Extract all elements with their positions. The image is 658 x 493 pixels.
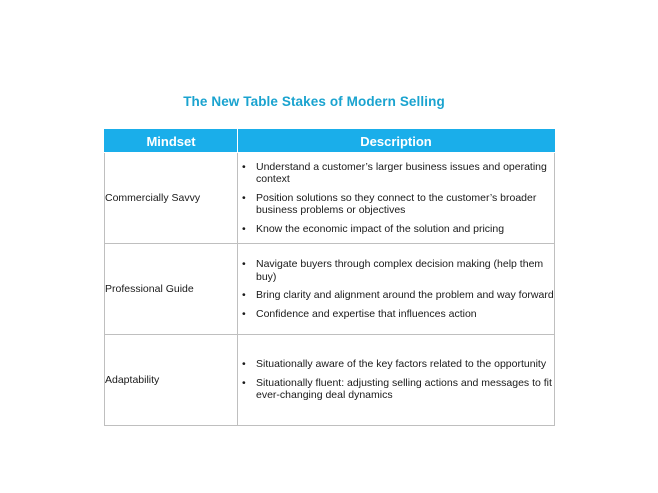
table-header-row <box>105 130 555 153</box>
list-item <box>238 161 554 186</box>
bullet-glyph: • <box>242 191 246 204</box>
bullet-text: Know the economic impact of the solution and pricing <box>256 222 505 235</box>
table-row <box>105 153 555 244</box>
description-cell <box>238 153 555 244</box>
bullet-glyph: • <box>242 307 246 320</box>
table-row <box>105 244 555 335</box>
list-item <box>238 308 554 321</box>
description-cell <box>238 335 555 426</box>
bullet-list <box>238 258 554 320</box>
page-title: The New Table Stakes of Modern Selling <box>183 94 445 109</box>
bullet-text: Position solutions so they connect to the customer’s broader business problems or objectives <box>256 191 537 217</box>
list-item <box>238 192 554 217</box>
bullet-list <box>238 161 554 236</box>
mindset-cell: Professional Guide <box>105 244 238 335</box>
table-stakes-table <box>104 129 555 426</box>
header-description: Description <box>238 130 555 153</box>
list-item <box>238 377 554 402</box>
bullet-text: Confidence and expertise that influences action <box>256 307 477 320</box>
bullet-glyph: • <box>242 160 246 173</box>
bullet-glyph: • <box>242 358 246 371</box>
bullet-list <box>238 358 554 402</box>
bullet-glyph: • <box>242 289 246 301</box>
list-item <box>238 289 554 302</box>
table-row <box>105 335 555 426</box>
header-mindset: Mindset <box>105 130 238 153</box>
mindset-cell: Adaptability <box>105 335 238 426</box>
bullet-glyph: • <box>242 222 246 235</box>
bullet-glyph: • <box>242 376 246 389</box>
mindset-cell: Commercially Savvy <box>105 153 238 244</box>
list-item <box>238 258 554 283</box>
bullet-glyph: • <box>242 258 246 270</box>
bullet-text: Understand a customer’s larger business issues and operating context <box>256 160 547 186</box>
list-item <box>238 223 554 236</box>
bullet-text: Navigate buyers through complex decision making (help them buy) <box>256 258 544 283</box>
description-cell <box>238 244 555 335</box>
list-item <box>238 358 554 371</box>
bullet-text: Bring clarity and alignment around the problem and way forward <box>256 289 554 301</box>
bullet-text: Situationally fluent: adjusting selling actions and messages to fit ever-changing deal dynamics <box>256 376 552 402</box>
bullet-text: Situationally aware of the key factors related to the opportunity <box>256 358 547 371</box>
